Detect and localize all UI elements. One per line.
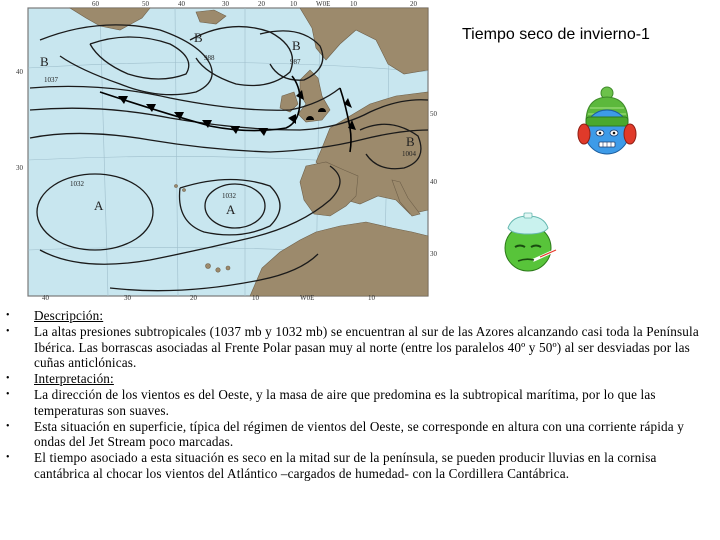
pressure-center-letter: B <box>40 54 49 69</box>
pressure-center-letter: B <box>406 134 415 149</box>
isobar-label: 1037 <box>44 76 58 84</box>
left-label: 30 <box>16 164 23 172</box>
bullet-icon: • <box>6 373 10 384</box>
list-item <box>6 387 710 418</box>
right-label: 40 <box>430 178 437 186</box>
left-label: 40 <box>16 68 23 76</box>
weather-map-svg <box>0 0 440 300</box>
pressure-center-letter: A <box>94 198 104 213</box>
top-label: 10 <box>350 0 357 8</box>
page-title: Tiempo seco de invierno-1 <box>462 26 650 43</box>
bullet-icon: • <box>6 389 10 400</box>
section-heading-descripcion: Descripción: <box>34 308 104 323</box>
top-label: 20 <box>258 0 265 8</box>
top-label: 60 <box>92 0 99 8</box>
right-label: 50 <box>430 110 437 118</box>
sick-emoji-icon <box>500 210 562 281</box>
top-label: W0E <box>316 0 331 8</box>
interpretation-text: Esta situación en superficie, típica del régimen de vientos del Oeste, se corresponde en altura con una corriente rápida y ondas del Jet Stream poco marcadas. <box>34 418 684 449</box>
bullet-icon: • <box>6 326 10 337</box>
explanation-list <box>6 308 710 482</box>
bullet-icon: • <box>6 310 10 321</box>
weather-map <box>0 0 440 300</box>
bottom-label: 20 <box>190 294 197 300</box>
right-label: 30 <box>430 250 437 258</box>
list-item <box>6 419 710 450</box>
bottom-label: W0E <box>300 294 315 300</box>
pressure-center-value: 987 <box>290 58 301 66</box>
bullet-icon: • <box>6 452 10 463</box>
pressure-center-value: 1032 <box>222 192 236 200</box>
bullet-icon: • <box>6 420 10 432</box>
list-item <box>6 308 710 324</box>
pressure-center-value: 1004 <box>402 150 416 158</box>
description-text: La altas presiones subtropicales (1037 mb y 1032 mb) se encuentran al sur de las Azores alcanzando casi toda la Península Ibérica. Las borrascas asociadas al Frente Polar pasan muy al norte (entre los paralelos 40º y 50º) al ser desviadas por las cuñas anticlónicas. <box>34 324 699 370</box>
top-label: 20 <box>410 0 417 8</box>
top-label: 30 <box>222 0 229 8</box>
top-label: 10 <box>290 0 297 8</box>
top-label: 40 <box>178 0 185 8</box>
cold-emoji-icon <box>574 86 640 169</box>
bottom-label: 40 <box>42 294 49 300</box>
list-item <box>6 371 710 387</box>
interpretation-text: El tiempo asociado a esta situación es seco en la mitad sur de la península, se pueden producir lluvias en la cornisa cantábrica al chocar los vientos del Atlántico –cargados de humedad- con la Cordillera Cantábrica. <box>34 450 657 481</box>
pressure-center-value: 988 <box>204 54 215 62</box>
pressure-center-letter: A <box>226 202 236 217</box>
list-item <box>6 324 710 371</box>
section-heading-interpretacion: Interpretación: <box>34 371 114 386</box>
pressure-center-letter: B <box>292 38 301 53</box>
bottom-label: 30 <box>124 294 131 300</box>
bottom-label: 10 <box>368 294 375 300</box>
list-item <box>6 450 710 481</box>
pressure-center-letter: B <box>194 30 203 45</box>
bottom-label: 10 <box>252 294 259 300</box>
top-label: 50 <box>142 0 149 8</box>
interpretation-text: La dirección de los vientos es del Oeste, y la masa de aire que predomina es la subtropical marítima, por lo que las temperaturas son suaves. <box>34 387 656 418</box>
pressure-center-value: 1032 <box>70 180 84 188</box>
